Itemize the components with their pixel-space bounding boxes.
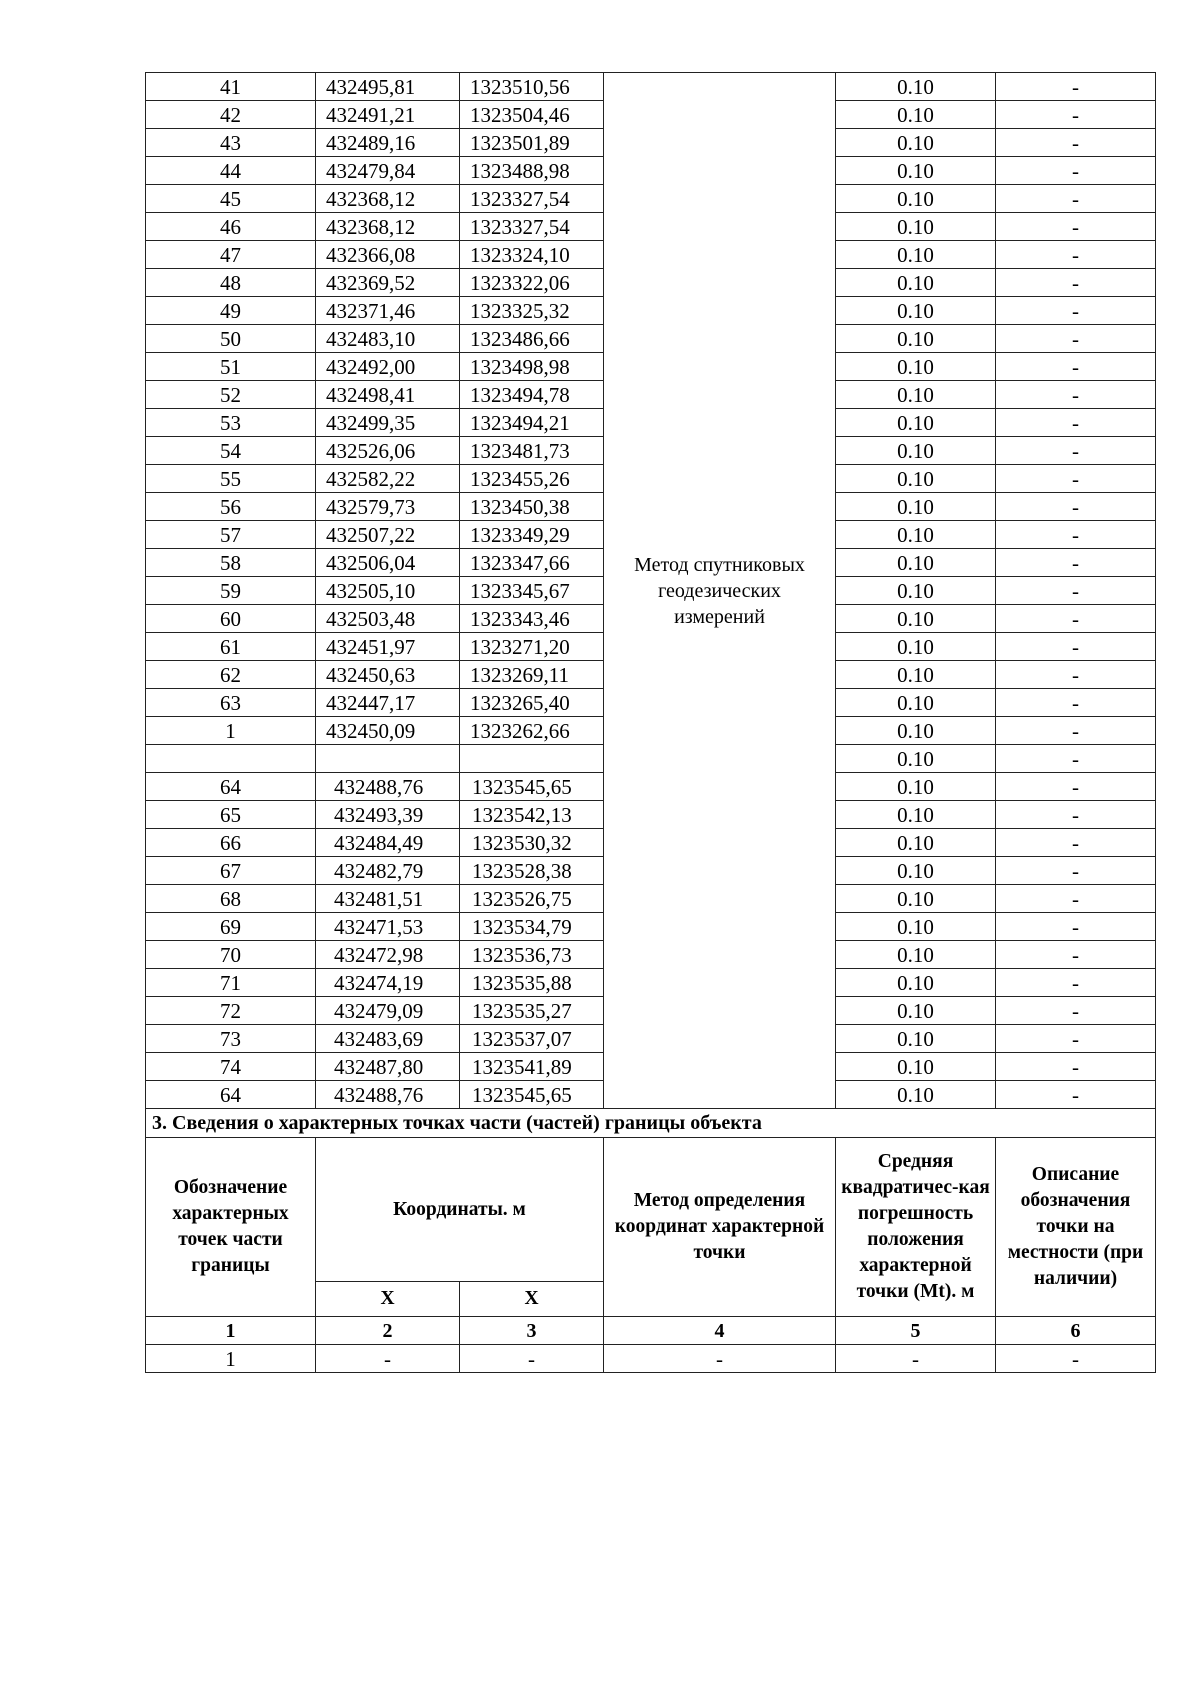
coord-x: 432366,08: [316, 241, 460, 269]
point-number: 1: [146, 717, 316, 745]
coord-y: 1323345,67: [460, 577, 604, 605]
point-description: -: [996, 717, 1156, 745]
coord-y: 1323486,66: [460, 325, 604, 353]
section-3-cell: -: [604, 1345, 836, 1373]
coord-y: 1323542,13: [460, 801, 604, 829]
point-description: -: [996, 605, 1156, 633]
point-number: 68: [146, 885, 316, 913]
point-description: -: [996, 269, 1156, 297]
column-number: 2: [316, 1317, 460, 1345]
coord-x: 432487,80: [316, 1053, 460, 1081]
coord-x: 432471,53: [316, 913, 460, 941]
coord-y: 1323530,32: [460, 829, 604, 857]
point-description: -: [996, 801, 1156, 829]
coord-y: 1323535,88: [460, 969, 604, 997]
coord-x: 432472,98: [316, 941, 460, 969]
point-description: -: [996, 157, 1156, 185]
column-number: 5: [836, 1317, 996, 1345]
point-description: -: [996, 129, 1156, 157]
mean-error: 0.10: [836, 717, 996, 745]
mean-error: 0.10: [836, 325, 996, 353]
coord-y: 1323545,65: [460, 1081, 604, 1109]
coord-y: 1323534,79: [460, 913, 604, 941]
coord-x: 432481,51: [316, 885, 460, 913]
point-number: 49: [146, 297, 316, 325]
coord-x: 432499,35: [316, 409, 460, 437]
header-designation: Обозначение характерных точек части границы: [146, 1138, 316, 1317]
point-description: -: [996, 409, 1156, 437]
point-number: 72: [146, 997, 316, 1025]
point-number: 41: [146, 73, 316, 101]
mean-error: 0.10: [836, 409, 996, 437]
mean-error: 0.10: [836, 745, 996, 773]
mean-error: 0.10: [836, 381, 996, 409]
point-number: 69: [146, 913, 316, 941]
point-description: -: [996, 661, 1156, 689]
mean-error: 0.10: [836, 801, 996, 829]
point-description: -: [996, 829, 1156, 857]
coord-y: 1323327,54: [460, 185, 604, 213]
mean-error: 0.10: [836, 661, 996, 689]
point-description: -: [996, 857, 1156, 885]
coord-x: 432579,73: [316, 493, 460, 521]
point-description: -: [996, 437, 1156, 465]
mean-error: 0.10: [836, 689, 996, 717]
coord-y: 1323450,38: [460, 493, 604, 521]
column-number: 4: [604, 1317, 836, 1345]
point-number: 73: [146, 1025, 316, 1053]
mean-error: 0.10: [836, 73, 996, 101]
mean-error: 0.10: [836, 913, 996, 941]
point-number: 60: [146, 605, 316, 633]
coord-y: 1323528,38: [460, 857, 604, 885]
document-page: [145, 72, 1155, 1373]
coord-y: 1323535,27: [460, 997, 604, 1025]
point-description: -: [996, 997, 1156, 1025]
coord-x: 432451,97: [316, 633, 460, 661]
coord-x: 432506,04: [316, 549, 460, 577]
mean-error: 0.10: [836, 997, 996, 1025]
section-3-cell: 1: [146, 1345, 316, 1373]
header-x2: X: [460, 1282, 604, 1317]
point-number: 64: [146, 1081, 316, 1109]
point-description: -: [996, 521, 1156, 549]
mean-error: 0.10: [836, 437, 996, 465]
coord-x: 432371,46: [316, 297, 460, 325]
point-number: 50: [146, 325, 316, 353]
coord-x: 432479,09: [316, 997, 460, 1025]
coord-x: 432507,22: [316, 521, 460, 549]
coord-x: 432479,84: [316, 157, 460, 185]
point-number: 66: [146, 829, 316, 857]
mean-error: 0.10: [836, 577, 996, 605]
coordinates-table-body: [146, 73, 1156, 1109]
mean-error: 0.10: [836, 969, 996, 997]
mean-error: 0.10: [836, 101, 996, 129]
point-number: 44: [146, 157, 316, 185]
point-description: -: [996, 493, 1156, 521]
point-description: -: [996, 297, 1156, 325]
mean-error: 0.10: [836, 241, 996, 269]
coord-y: 1323455,26: [460, 465, 604, 493]
point-number: 71: [146, 969, 316, 997]
coord-y: 1323324,10: [460, 241, 604, 269]
coord-x: 432495,81: [316, 73, 460, 101]
point-number: 59: [146, 577, 316, 605]
mean-error: 0.10: [836, 521, 996, 549]
coord-x: 432368,12: [316, 213, 460, 241]
mean-error: 0.10: [836, 773, 996, 801]
coord-y: 1323322,06: [460, 269, 604, 297]
table-row: [146, 73, 1156, 101]
mean-error: 0.10: [836, 1025, 996, 1053]
point-number: 52: [146, 381, 316, 409]
coord-x: 432493,39: [316, 801, 460, 829]
mean-error: 0.10: [836, 829, 996, 857]
point-number: 63: [146, 689, 316, 717]
section-3-cell: -: [460, 1345, 604, 1373]
coord-x: 432488,76: [316, 773, 460, 801]
point-number: 56: [146, 493, 316, 521]
coord-y: 1323504,46: [460, 101, 604, 129]
coordinates-table: [145, 72, 1156, 1373]
coord-x: 432484,49: [316, 829, 460, 857]
mean-error: 0.10: [836, 633, 996, 661]
header-x1: X: [316, 1282, 460, 1317]
point-number: 55: [146, 465, 316, 493]
point-number: 45: [146, 185, 316, 213]
mean-error: 0.10: [836, 493, 996, 521]
coord-x: 432369,52: [316, 269, 460, 297]
mean-error: 0.10: [836, 465, 996, 493]
coord-y: 1323537,07: [460, 1025, 604, 1053]
column-number: 1: [146, 1317, 316, 1345]
section-3-title: 3. Сведения о характерных точках части (частей) границы объекта: [146, 1109, 1156, 1138]
point-description: -: [996, 689, 1156, 717]
point-number: 62: [146, 661, 316, 689]
point-number: 65: [146, 801, 316, 829]
point-number: 46: [146, 213, 316, 241]
point-description: -: [996, 549, 1156, 577]
point-description: -: [996, 577, 1156, 605]
point-number: 64: [146, 773, 316, 801]
coord-y: 1323501,89: [460, 129, 604, 157]
point-number: 58: [146, 549, 316, 577]
coord-y: 1323536,73: [460, 941, 604, 969]
mean-error: 0.10: [836, 1053, 996, 1081]
coord-x: [316, 745, 460, 773]
coord-y: 1323545,65: [460, 773, 604, 801]
coord-x: 432491,21: [316, 101, 460, 129]
point-description: -: [996, 633, 1156, 661]
coord-y: 1323327,54: [460, 213, 604, 241]
method-cell: Метод спутниковых геодезических измерений: [604, 73, 836, 1109]
coord-x: 432447,17: [316, 689, 460, 717]
point-number: 61: [146, 633, 316, 661]
point-description: -: [996, 773, 1156, 801]
mean-error: 0.10: [836, 129, 996, 157]
coord-y: [460, 745, 604, 773]
coord-x: 432498,41: [316, 381, 460, 409]
section-3-cell: -: [996, 1345, 1156, 1373]
mean-error: 0.10: [836, 269, 996, 297]
point-description: -: [996, 1081, 1156, 1109]
point-description: -: [996, 745, 1156, 773]
coord-x: 432503,48: [316, 605, 460, 633]
point-description: -: [996, 941, 1156, 969]
coord-x: 432492,00: [316, 353, 460, 381]
coord-y: 1323265,40: [460, 689, 604, 717]
coord-y: 1323498,98: [460, 353, 604, 381]
section-3-cell: -: [316, 1345, 460, 1373]
coord-x: 432482,79: [316, 857, 460, 885]
coord-x: 432526,06: [316, 437, 460, 465]
point-number: 42: [146, 101, 316, 129]
point-description: -: [996, 969, 1156, 997]
mean-error: 0.10: [836, 157, 996, 185]
header-coordinates: Координаты. м: [316, 1138, 604, 1282]
mean-error: 0.10: [836, 885, 996, 913]
coord-x: 432505,10: [316, 577, 460, 605]
coord-x: 432368,12: [316, 185, 460, 213]
mean-error: 0.10: [836, 213, 996, 241]
point-description: -: [996, 185, 1156, 213]
mean-error: 0.10: [836, 605, 996, 633]
point-number: 51: [146, 353, 316, 381]
coord-x: 432489,16: [316, 129, 460, 157]
point-number: [146, 745, 316, 773]
coord-y: 1323271,20: [460, 633, 604, 661]
header-description: Описание обозначения точки на местности (при наличии): [996, 1138, 1156, 1317]
point-description: -: [996, 101, 1156, 129]
point-description: -: [996, 885, 1156, 913]
coord-y: 1323325,32: [460, 297, 604, 325]
point-number: 54: [146, 437, 316, 465]
coord-y: 1323494,21: [460, 409, 604, 437]
coord-y: 1323481,73: [460, 437, 604, 465]
coord-x: 432488,76: [316, 1081, 460, 1109]
coord-x: 432450,09: [316, 717, 460, 745]
coord-y: 1323262,66: [460, 717, 604, 745]
mean-error: 0.10: [836, 857, 996, 885]
coord-y: 1323269,11: [460, 661, 604, 689]
coord-x: 432474,19: [316, 969, 460, 997]
point-description: -: [996, 913, 1156, 941]
mean-error: 0.10: [836, 297, 996, 325]
coord-x: 432483,69: [316, 1025, 460, 1053]
mean-error: 0.10: [836, 549, 996, 577]
point-description: -: [996, 1053, 1156, 1081]
point-description: -: [996, 73, 1156, 101]
point-number: 53: [146, 409, 316, 437]
coord-y: 1323526,75: [460, 885, 604, 913]
point-number: 70: [146, 941, 316, 969]
section-3: [146, 1109, 1156, 1373]
header-method: Метод определения координат характерной точки: [604, 1138, 836, 1317]
point-description: -: [996, 353, 1156, 381]
point-description: -: [996, 241, 1156, 269]
coord-y: 1323488,98: [460, 157, 604, 185]
section-3-cell: -: [836, 1345, 996, 1373]
coord-x: 432582,22: [316, 465, 460, 493]
point-description: -: [996, 325, 1156, 353]
mean-error: 0.10: [836, 941, 996, 969]
point-description: -: [996, 1025, 1156, 1053]
mean-error: 0.10: [836, 1081, 996, 1109]
header-error: Средняя квадратичес-кая погрешность положения характерной точки (Mt). м: [836, 1138, 996, 1317]
coord-y: 1323494,78: [460, 381, 604, 409]
coord-y: 1323541,89: [460, 1053, 604, 1081]
coord-x: 432483,10: [316, 325, 460, 353]
point-number: 67: [146, 857, 316, 885]
coord-y: 1323347,66: [460, 549, 604, 577]
coord-y: 1323510,56: [460, 73, 604, 101]
point-description: -: [996, 465, 1156, 493]
point-number: 43: [146, 129, 316, 157]
point-number: 47: [146, 241, 316, 269]
coord-y: 1323349,29: [460, 521, 604, 549]
point-description: -: [996, 213, 1156, 241]
coord-x: 432450,63: [316, 661, 460, 689]
point-number: 57: [146, 521, 316, 549]
mean-error: 0.10: [836, 185, 996, 213]
column-number: 6: [996, 1317, 1156, 1345]
point-description: -: [996, 381, 1156, 409]
point-number: 48: [146, 269, 316, 297]
column-number: 3: [460, 1317, 604, 1345]
point-number: 74: [146, 1053, 316, 1081]
mean-error: 0.10: [836, 353, 996, 381]
coord-y: 1323343,46: [460, 605, 604, 633]
